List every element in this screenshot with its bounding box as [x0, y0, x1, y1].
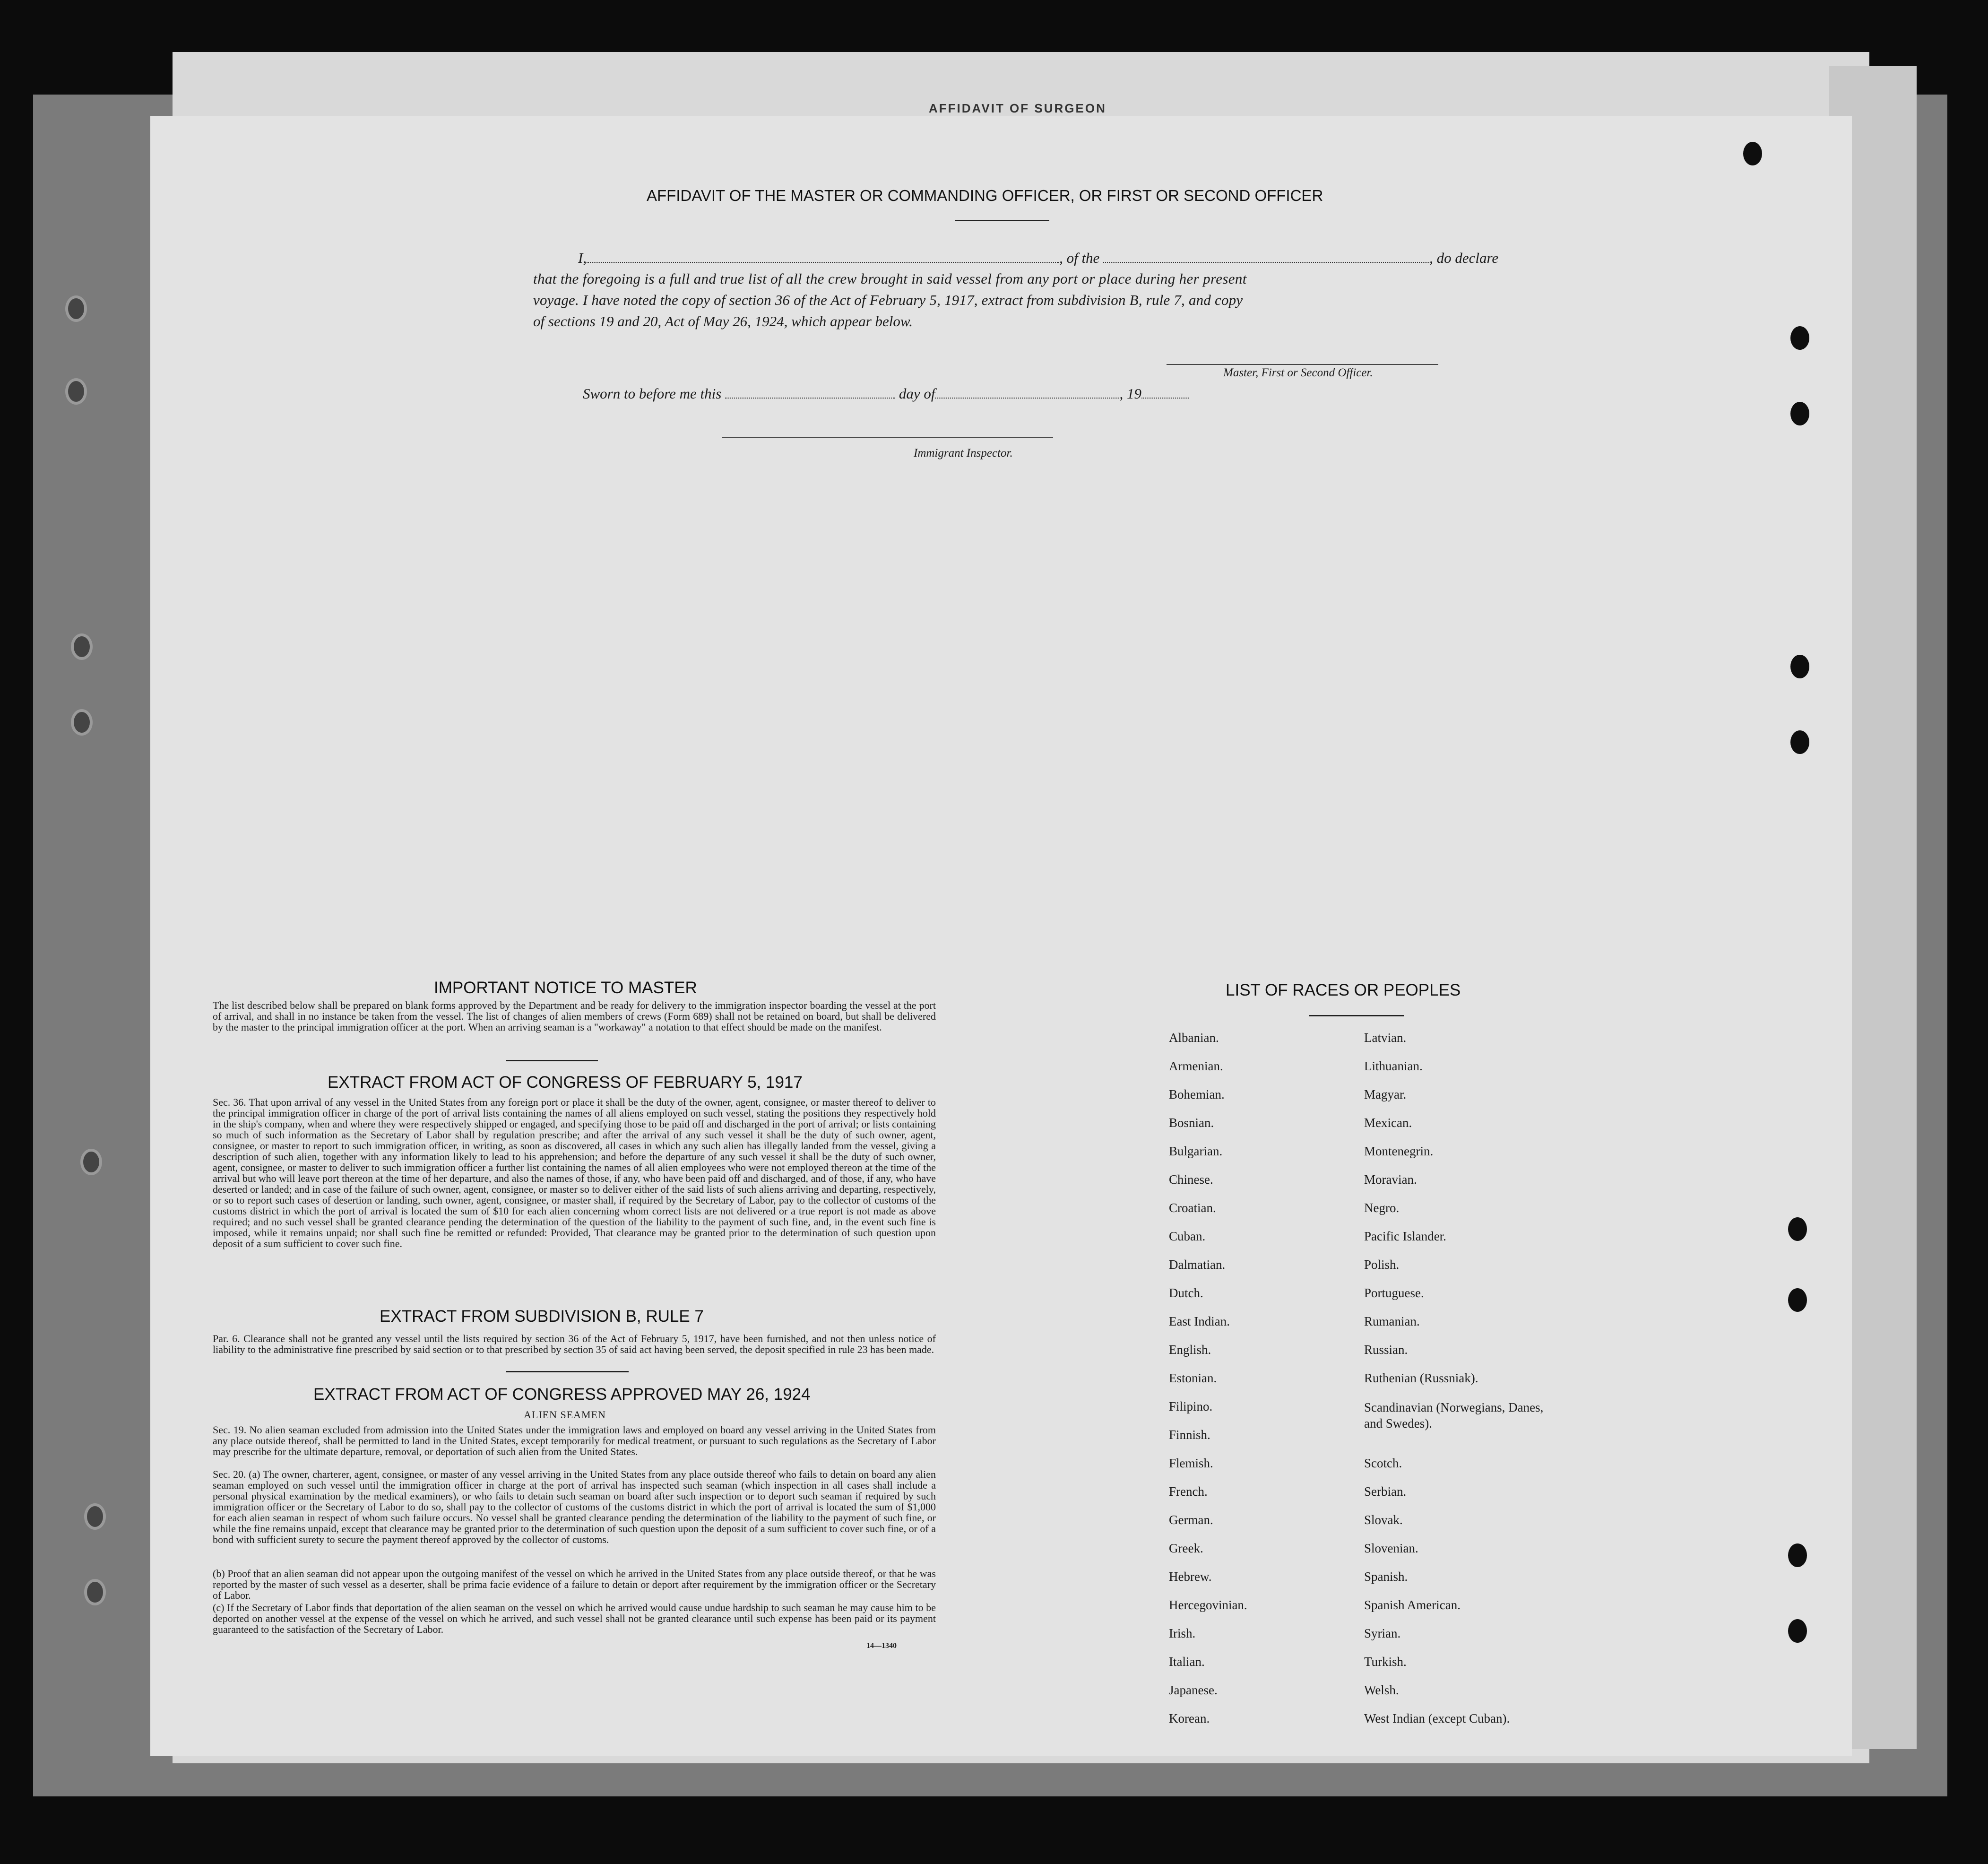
officer-label: Master, First or Second Officer.: [1223, 366, 1373, 379]
race-item: Latvian.: [1364, 1031, 1407, 1045]
back-sheet-title: AFFIDAVIT OF SURGEON: [929, 101, 1106, 115]
name-blank: [587, 251, 1059, 263]
race-item: Cuban.: [1169, 1229, 1206, 1243]
affidavit-line-1: [578, 250, 1498, 267]
sec-20a-text: Sec. 20. (a) The owner, charterer, agent, consignee, or master of any vessel arriving in the United States from any place outside thereof who fails to detain on board any alien seaman employed on such vessel until the immigration officer in charge at the port of arrival has inspected such seaman (which inspection in all cases shall include a personal physical examination by the medical examiners), or who fails to detain such seaman on board after such inspection or to deport such seaman if required by such immigration officer or the Secretary of Labor to do so, shall pay to the collector of customs of the customs district in which the port of arrival is located the sum of $1,000 for each alien seaman in respect of whom such failure occurs. No vessel shall be granted clearance pending the determination of the liability to the payment of such fine, or while the fine remains unpaid, except that clearance may be granted prior to the determination of such question upon the deposit of a sum sufficient to cover such fine, or of a bond with sufficient surety to secure the payment thereof approved by the collector of customs.: [213, 1468, 936, 1545]
affidavit-line-4: of sections 19 and 20, Act of May 26, 1924, which appear below.: [533, 313, 913, 329]
race-item: Croatian.: [1169, 1201, 1216, 1215]
sec-20b-text: (b) Proof that an alien seaman did not appear upon the outgoing manifest of the vessel on which he arrived in the United States from any place outside thereof, or that he was reported by the master of such vessel as a deserter, shall be prima facie evidence of a failure to detain or deport after requirement by the immigration officer or the Secretary of Labor.: [213, 1568, 936, 1601]
inspector-signature-line: [722, 437, 1053, 438]
race-item: Moravian.: [1364, 1172, 1417, 1187]
form-number: 14—1340: [866, 1642, 897, 1650]
extract-1917-title: EXTRACT FROM ACT OF CONGRESS OF FEBRUARY 5, 1917: [328, 1073, 803, 1092]
race-item: Negro.: [1364, 1201, 1400, 1215]
binder-hole: [84, 1503, 106, 1530]
binder-hole: [71, 633, 93, 660]
punch-hole: [1790, 402, 1809, 425]
race-item: Lithuanian.: [1364, 1059, 1423, 1073]
rule7-text: Par. 6. Clearance shall not be granted any vessel until the lists required by section 36 of the Act of February 5, 1917, have been furnished, and not then unless notice of liability to the administrative fine prescribed by said section or to that prescribed by section 35 of said act having been served, the deposit specified in rule 23 has been made.: [213, 1333, 936, 1355]
divider: [506, 1060, 598, 1061]
race-item: Japanese.: [1169, 1683, 1218, 1697]
race-item: Polish.: [1364, 1257, 1400, 1272]
extract-1924-title: EXTRACT FROM ACT OF CONGRESS APPROVED MAY 26, 1924: [313, 1385, 811, 1404]
punch-hole: [1788, 1619, 1807, 1643]
race-item: Bohemian.: [1169, 1087, 1225, 1101]
race-item: Magyar.: [1364, 1087, 1407, 1101]
race-item: Rumanian.: [1364, 1314, 1420, 1328]
officer-signature-line: [1167, 364, 1438, 365]
race-item: Spanish.: [1364, 1569, 1408, 1584]
sworn-day-blank: [725, 387, 895, 399]
punch-hole: [1743, 142, 1762, 165]
month-blank: [935, 387, 1119, 399]
binder-hole: [71, 709, 93, 736]
affidavit-title: AFFIDAVIT OF THE MASTER OR COMMANDING OFFICER, OR FIRST OR SECOND OFFICER: [647, 187, 1323, 204]
extract-1917-text: Sec. 36. That upon arrival of any vessel in the United States from any foreign port or place it shall be the duty of the owner, agent, consignee, or master thereof to deliver to the principal immigration officer in charge of the port of arrival lists containing the names of all aliens employed on such vessel, stating the positions they respectively hold in the ship's company, when and where they were respectively shipped or engaged, and specifying those to be paid off and discharged in the port of arrival; or lists containing so much of such information as the Secretary of Labor shall by regulation prescribe; and after the arrival of any such vessel it shall be the duty of such owner, agent, consignee, or master to report to such immigration officer, in writing, as soon as discovered, all cases in which any such alien has illegally landed from the vessel, giving a description of such alien, together with any information likely to lead to his apprehension; and before the departure of any such vessel it shall be the duty of such owner, agent, consignee, or master to deliver to such immigration officer a further list containing the names of all alien employees who were not employed thereon at the time of the arrival but who will leave port thereon at the time of her departure, and also the names of those, if any, who have been paid off and discharged, and of those, if any, who have deserted or landed; and in case of the failure of such owner, agent, consignee, or master so to deliver either of the said lists of such aliens arriving and departing, respectively, or so to report such cases of desertion or landing, such owner, agent, consignee, or master shall, if required by the Secretary of Labor, pay to the collector of customs of the customs district in which the port of arrival is located the sum of $10 for each alien concerning whom correct lists are not delivered or a true report is not made as above required; and no such vessel shall be granted clearance pending the determination of the question of the liability to the payment of such fine, and, in the event such fine is imposed, while it remains unpaid; nor shall such fine be remitted or refunded: Provided, That clearance may be granted prior to the determination of such question upon deposit of a sum sufficient to cover such fine.: [213, 1096, 936, 1249]
notice-text: The list described below shall be prepared on blank forms approved by the Department and be ready for delivery to the immigration inspector boarding the vessel at the port of arrival, and shall in no instance be taken from the vessel. The list of changes of alien members of crews (Form 689) shall not be retained on board, but shall be delivered by the master to the principal immigration officer at the port. When an arriving seaman is a "workaway" a notation to that effect should be made on the manifest.: [213, 999, 936, 1033]
binder-hole: [84, 1579, 106, 1605]
punch-hole: [1790, 326, 1809, 350]
rule7-title: EXTRACT FROM SUBDIVISION B, RULE 7: [380, 1307, 704, 1326]
race-item: Albanian.: [1169, 1031, 1219, 1045]
affidavit-declare: , do declare: [1429, 250, 1499, 266]
sworn-label: Sworn to before me this: [583, 385, 722, 402]
affidavit-line-3: voyage. I have noted the copy of section 36 of the Act of February 5, 1917, extract from subdivision B, rule 7, and copy: [533, 292, 1243, 308]
race-item: Dalmatian.: [1169, 1257, 1226, 1272]
race-item: Welsh.: [1364, 1683, 1399, 1697]
race-item: Portuguese.: [1364, 1286, 1424, 1300]
race-item: Hercegovinian.: [1169, 1598, 1247, 1612]
race-item: Irish.: [1169, 1626, 1196, 1640]
inspector-label: Immigrant Inspector.: [914, 447, 1013, 459]
race-item: Slovenian.: [1364, 1541, 1418, 1555]
race-item: Scotch.: [1364, 1456, 1402, 1470]
race-item: Serbian.: [1364, 1484, 1407, 1499]
race-item: Bosnian.: [1169, 1116, 1214, 1130]
punch-hole: [1788, 1288, 1807, 1312]
binder-hole: [65, 378, 87, 405]
affidavit-i: I,: [578, 250, 587, 266]
alien-seamen-subtitle: ALIEN SEAMEN: [524, 1409, 606, 1421]
race-item: Greek.: [1169, 1541, 1203, 1555]
race-item: Syrian.: [1364, 1626, 1401, 1640]
vessel-blank: [1103, 251, 1429, 263]
divider: [506, 1371, 629, 1372]
race-item: Pacific Islander.: [1364, 1229, 1446, 1243]
race-item: Finnish.: [1169, 1428, 1210, 1442]
sworn-line: [583, 385, 1189, 402]
race-item: Italian.: [1169, 1655, 1205, 1669]
race-item: Hebrew.: [1169, 1569, 1212, 1584]
day-of-label: day of: [899, 385, 935, 402]
affidavit-of-the: , of the: [1059, 250, 1100, 266]
race-item: Spanish American.: [1364, 1598, 1461, 1612]
race-item: Turkish.: [1364, 1655, 1407, 1669]
race-item: Scandinavian (Norwegians, Danes, and Swedes).: [1364, 1400, 1544, 1431]
race-item: East Indian.: [1169, 1314, 1230, 1328]
sec-20c-text: (c) If the Secretary of Labor finds that deportation of the alien seaman on the vessel on which he arrived would cause undue hardship to such seaman he may cause him to be deported on another vessel at the expense of the vessel on which he arrived, and such vessel shall not be granted clearance until such expense has been paid or its payment guaranteed to the satisfaction of the Secretary of Labor.: [213, 1602, 936, 1635]
divider: [955, 220, 1049, 221]
year-label: , 19: [1119, 385, 1141, 402]
document-page: [150, 116, 1852, 1756]
sec-19-text: Sec. 19. No alien seaman excluded from admission into the United States under the immigration laws and employed on board any vessel arriving in the United States from any place outside thereof, shall be permitted to land in the United States, except temporarily for medical treatment, or pursuant to such regulations as the Secretary of Labor may prescribe for the ultimate departure, removal, or deportation of such alien from the United States.: [213, 1424, 936, 1457]
race-item: English.: [1169, 1343, 1211, 1357]
punch-hole: [1788, 1217, 1807, 1241]
race-item: Filipino.: [1169, 1399, 1213, 1413]
race-item: Slovak.: [1364, 1513, 1403, 1527]
divider: [1309, 1015, 1404, 1016]
punch-hole: [1790, 730, 1809, 754]
race-item: Bulgarian.: [1169, 1144, 1223, 1158]
race-item: Ruthenian (Russniak).: [1364, 1371, 1478, 1385]
notice-title: IMPORTANT NOTICE TO MASTER: [434, 979, 697, 997]
punch-hole: [1790, 655, 1809, 678]
race-item: Chinese.: [1169, 1172, 1213, 1187]
race-item: West Indian (except Cuban).: [1364, 1711, 1510, 1725]
binder-hole: [80, 1149, 102, 1175]
races-title: LIST OF RACES OR PEOPLES: [1226, 981, 1461, 999]
punch-hole: [1788, 1543, 1807, 1567]
year-blank: [1141, 387, 1189, 399]
race-item: Korean.: [1169, 1711, 1210, 1725]
binder-hole: [65, 295, 87, 322]
race-item: Flemish.: [1169, 1456, 1213, 1470]
race-item: Armenian.: [1169, 1059, 1223, 1073]
race-item: Estonian.: [1169, 1371, 1217, 1385]
race-item: French.: [1169, 1484, 1208, 1499]
affidavit-line-2: that the foregoing is a full and true list of all the crew brought in said vessel from any port or place during her present: [533, 270, 1247, 287]
race-item: Dutch.: [1169, 1286, 1203, 1300]
race-item: German.: [1169, 1513, 1213, 1527]
race-item: Mexican.: [1364, 1116, 1412, 1130]
race-item: Montenegrin.: [1364, 1144, 1434, 1158]
race-item: Russian.: [1364, 1343, 1408, 1357]
